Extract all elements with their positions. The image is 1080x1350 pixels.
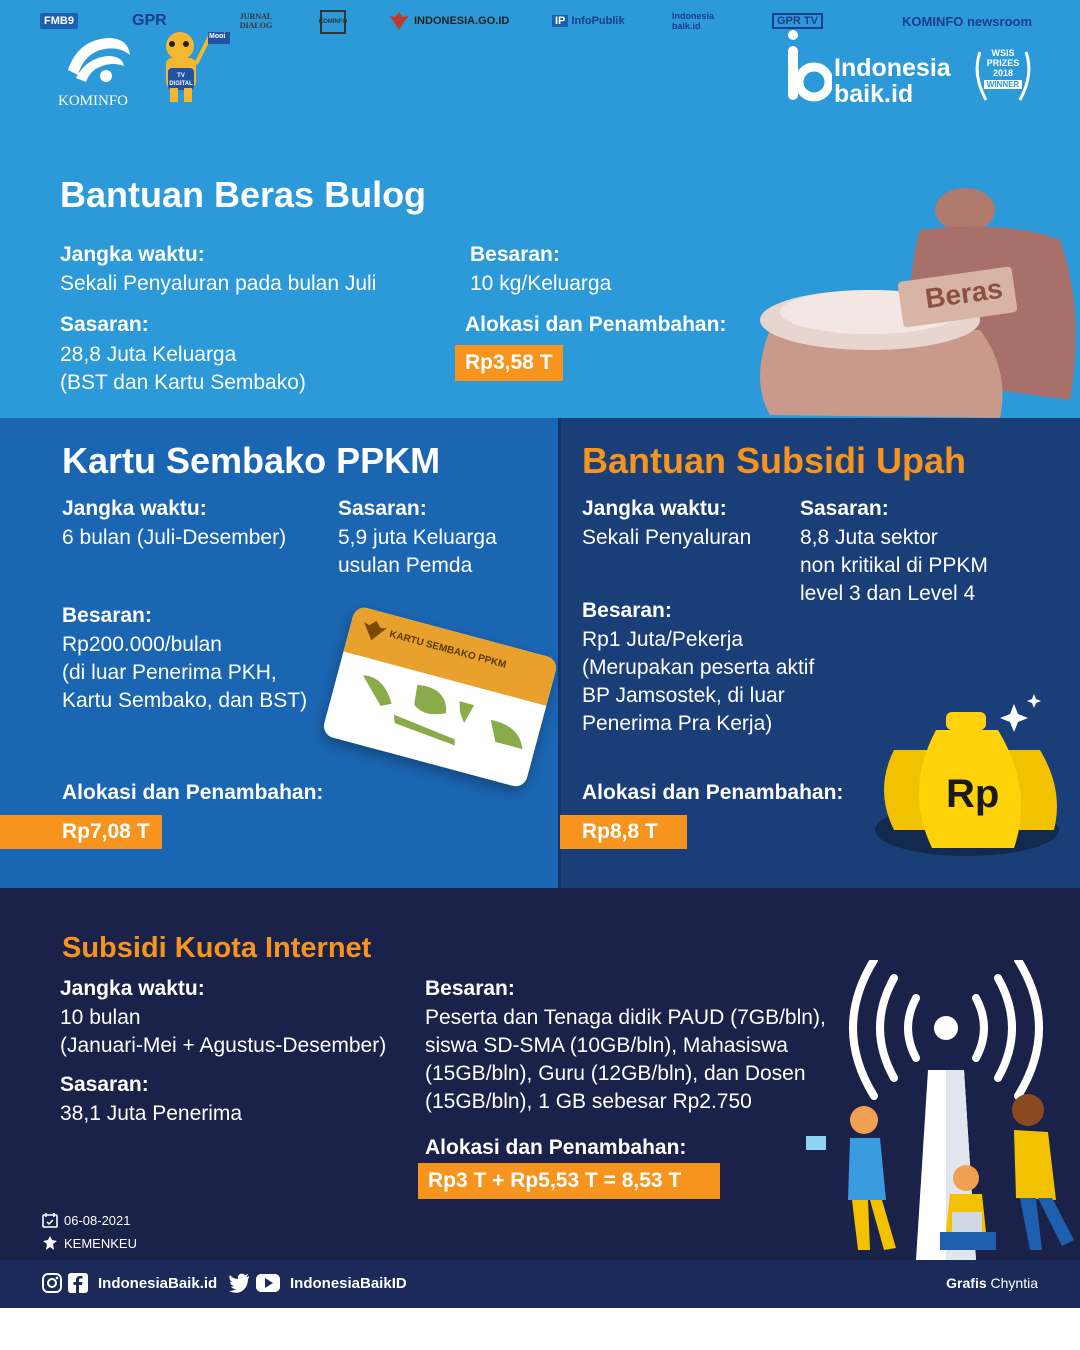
laurel-icon [970,44,1036,110]
award-line1: WSIS [991,48,1015,58]
beras-alokasi-value: Rp3,58 T [455,345,563,381]
date-text: 06-08-2021 [64,1212,131,1228]
credit-label: Grafis [946,1275,987,1291]
instagram-icon[interactable] [42,1273,62,1293]
partner-indonesia-go-id[interactable]: INDONESIA.GO.ID [388,10,509,32]
wifi-signal-icon [800,960,1080,1260]
sembako-besaran-label: Besaran: [62,604,152,627]
beras-sasaran-line2: (BST dan Kartu Sembako) [60,371,306,394]
kominfo-logo [58,30,138,110]
garuda-small-icon [388,10,410,32]
tv-digital-mascot [150,28,232,108]
partner-kominfo-square[interactable]: KOMINFO [320,10,346,34]
partners-bar [0,1308,1080,1350]
award-line2: PRIZES [986,58,1020,68]
beras-jangka-value: Sekali Penyaluran pada bulan Juli [60,272,377,295]
award-line4: WINNER [984,80,1022,89]
card-label: KARTU SEMBAKO PPKM [388,628,508,671]
partner-infopublik[interactable]: IP InfoPublik [552,10,625,32]
money-bag-label: Rp [946,772,1000,816]
partner-gpr-tv[interactable]: GPR TV [772,10,823,32]
partner-kominfo-newsroom[interactable]: KOMINFO newsroom [902,13,1033,29]
kuota-besaran-line1: Peserta dan Tenaga didik PAUD (7GB/bln), [425,1006,826,1029]
sembako-sasaran-line1: 5,9 juta Keluarga [338,526,497,549]
rice-sack-illustration [740,180,1080,418]
facebook-icon[interactable] [68,1273,88,1293]
wsis-award-badge [970,44,1036,110]
source-icon [42,1235,58,1251]
upah-sasaran-label: Sasaran: [800,497,889,520]
kuota-jangka-line1: 10 bulan [60,1006,141,1029]
beras-besaran-label: Besaran: [470,243,560,266]
upah-sasaran-line2: non kritikal di PPKM [800,554,988,577]
credit-name: Chyntia [986,1275,1038,1291]
partner-fmb9[interactable]: FMB9 [40,10,78,32]
kuota-jangka-label: Jangka waktu: [60,977,205,1000]
upah-title: Bantuan Subsidi Upah [582,440,967,481]
award-line3: 2018 [992,68,1014,78]
sembako-alokasi-value: Rp7,08 T [0,815,162,849]
kuota-jangka-line2: (Januari-Mei + Agustus-Desember) [60,1034,387,1057]
kuota-alokasi-value: Rp3 T + Rp5,53 T = 8,53 T [418,1163,720,1199]
upah-jangka-value: Sekali Penyaluran [582,526,752,549]
kuota-besaran-label: Besaran: [425,977,515,1000]
partner-gpr[interactable]: GPR [132,12,167,29]
upah-besaran-label: Besaran: [582,599,672,622]
sembako-sasaran-label: Sasaran: [338,497,427,520]
mascot-shirt-text: TV DIGITAL [169,73,193,87]
sembako-title: Kartu Sembako PPKM [62,440,441,481]
beras-jangka-label: Jangka waktu: [60,243,205,266]
date-row [42,1212,131,1228]
partner-indonesiabaik[interactable]: Indonesia baik.id [672,11,715,31]
indonesiabaik-b-icon [784,30,832,106]
sembako-jangka-value: 6 bulan (Juli-Desember) [62,526,287,549]
upah-sasaran-line1: 8,8 Juta sektor [800,526,938,549]
wifi-tower-illustration [800,960,1080,1260]
source-row [42,1235,137,1251]
money-bags-illustration [874,690,1060,858]
youtube-icon[interactable] [256,1274,280,1292]
upah-alokasi-label: Alokasi dan Penambahan: [582,781,844,804]
upah-alokasi-value: Rp8,8 T [560,815,687,849]
upah-besaran-line3: BP Jamsostek, di luar [582,684,785,707]
beras-title: Bantuan Beras Bulog [60,174,427,215]
facebook-handle[interactable]: IndonesiaBaik.id [98,1274,218,1292]
sembako-jangka-label: Jangka waktu: [62,497,207,520]
kuota-alokasi-label: Alokasi dan Penambahan: [425,1136,687,1159]
partner-jurnal-dialog[interactable]: JURNAL DIALOG [239,12,273,30]
calendar-icon [42,1212,58,1228]
graphic-credit [946,1275,1038,1291]
sembako-alokasi-label: Alokasi dan Penambahan: [62,781,324,804]
beras-sasaran-line1: 28,8 Juta Keluarga [60,343,237,366]
sack-label: Beras [923,272,1005,315]
beras-alokasi-label: Alokasi dan Penambahan: [465,313,727,336]
kominfo-label: KOMINFO [58,93,129,109]
source-text: KEMENKEU [64,1235,137,1251]
upah-besaran-line2: (Merupakan peserta aktif [582,656,815,679]
sembako-besaran-line1: Rp200.000/bulan [62,633,222,656]
kuota-sasaran-label: Sasaran: [60,1073,149,1096]
social-fb-group[interactable] [42,1273,217,1293]
brand-line2: baik.id [834,80,914,108]
sembako-besaran-line3: Kartu Sembako, dan BST) [62,689,308,712]
beras-sasaran-label: Sasaran: [60,313,149,336]
sembako-besaran-line2: (di luar Penerima PKH, [62,661,277,684]
twitter-handle[interactable]: IndonesiaBaikID [290,1274,407,1292]
upah-besaran-line4: Penerima Pra Kerja) [582,712,773,735]
sembako-sasaran-line2: usulan Pemda [338,554,473,577]
kuota-besaran-line3: (15GB/bln), Guru (12GB/bln), dan Dosen [425,1062,806,1085]
brand-line1: Indonesia [834,54,951,82]
upah-sasaran-line3: level 3 dan Level 4 [800,582,976,605]
upah-jangka-label: Jangka waktu: [582,497,727,520]
beras-besaran-value: 10 kg/Keluarga [470,272,612,295]
kuota-sasaran-value: 38,1 Juta Penerima [60,1102,243,1125]
kuota-besaran-line4: (15GB/bln), 1 GB sebesar Rp2.750 [425,1090,752,1113]
upah-besaran-line1: Rp1 Juta/Pekerja [582,628,744,651]
social-tw-group[interactable] [228,1273,407,1293]
kuota-besaran-line2: siswa SD-SMA (10GB/bln), Mahasiswa [425,1034,788,1057]
twitter-icon[interactable] [228,1273,250,1293]
indonesiabaik-logo [784,30,964,106]
kuota-title: Subsidi Kuota Internet [62,932,372,964]
kominfo-emblem-icon [58,30,138,90]
mascot-flag-text: Mooi [209,33,226,40]
